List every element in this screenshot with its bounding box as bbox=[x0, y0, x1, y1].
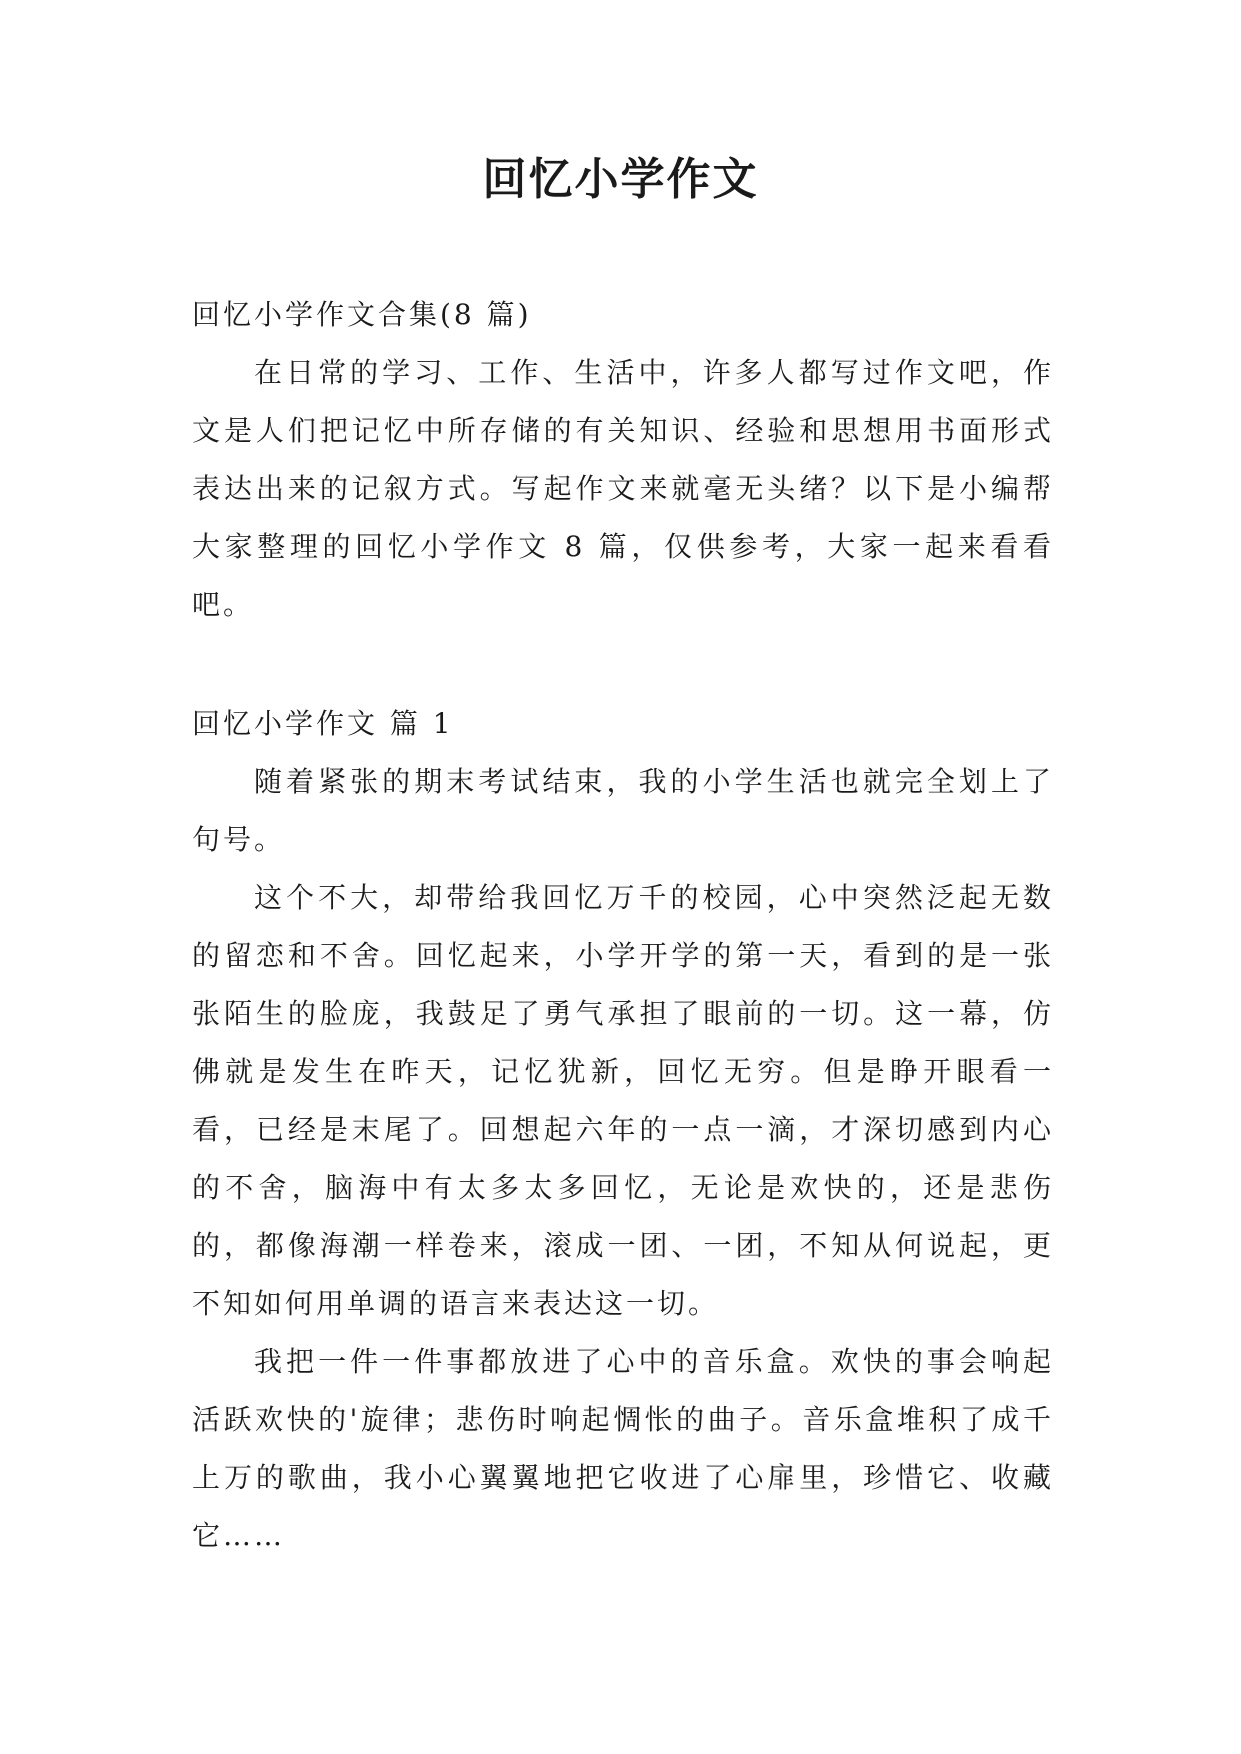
chapter-paragraph: 随着紧张的期末考试结束，我的小学生活也就完全划上了句号。 bbox=[192, 765, 1054, 856]
collection-title bbox=[192, 286, 1054, 344]
chapter-1-body bbox=[192, 753, 1054, 1565]
chapter-1-heading bbox=[192, 695, 1054, 753]
chapter-paragraph: 这个不大，却带给我回忆万千的校园，心中突然泛起无数的留恋和不舍。回忆起来，小学开学的第一天，看到的是一张张陌生的脸庞，我鼓足了勇气承担了眼前的一切。这一幕，仿佛就是发生在昨天，记忆犹新，回忆无穷。但是睁开眼看一看，已经是末尾了。回想起六年的一点一滴，才深切感到内心的不舍，脑海中有太多太多回忆，无论是欢快的，还是悲伤的，都像海潮一样卷来，滚成一团、一团，不知从何说起，更不知如何用单调的语言来表达这一切。 bbox=[192, 881, 1054, 1320]
chapter-heading-text: 回忆小学作文 篇 1 bbox=[192, 707, 454, 740]
document-title: 回忆小学作文 bbox=[482, 154, 759, 205]
intro-section bbox=[192, 344, 1054, 634]
collection-title-text: 回忆小学作文合集(8 篇) bbox=[192, 298, 532, 331]
intro-paragraph: 在日常的学习、工作、生活中，许多人都写过作文吧，作文是人们把记忆中所存储的有关知识、经验和思想用书面形式表达出来的记叙方式。写起作文来就毫无头绪？以下是小编帮大家整理的回忆小学作文 8 篇，仅供参考，大家一起来看看吧。 bbox=[192, 356, 1054, 621]
chapter-paragraph: 我把一件一件事都放进了心中的音乐盒。欢快的事会响起活跃欢快的'旋律；悲伤时响起惆怅的曲子。音乐盒堆积了成千上万的歌曲，我小心翼翼地把它收进了心扉里，珍惜它、收藏它…… bbox=[192, 1345, 1054, 1552]
